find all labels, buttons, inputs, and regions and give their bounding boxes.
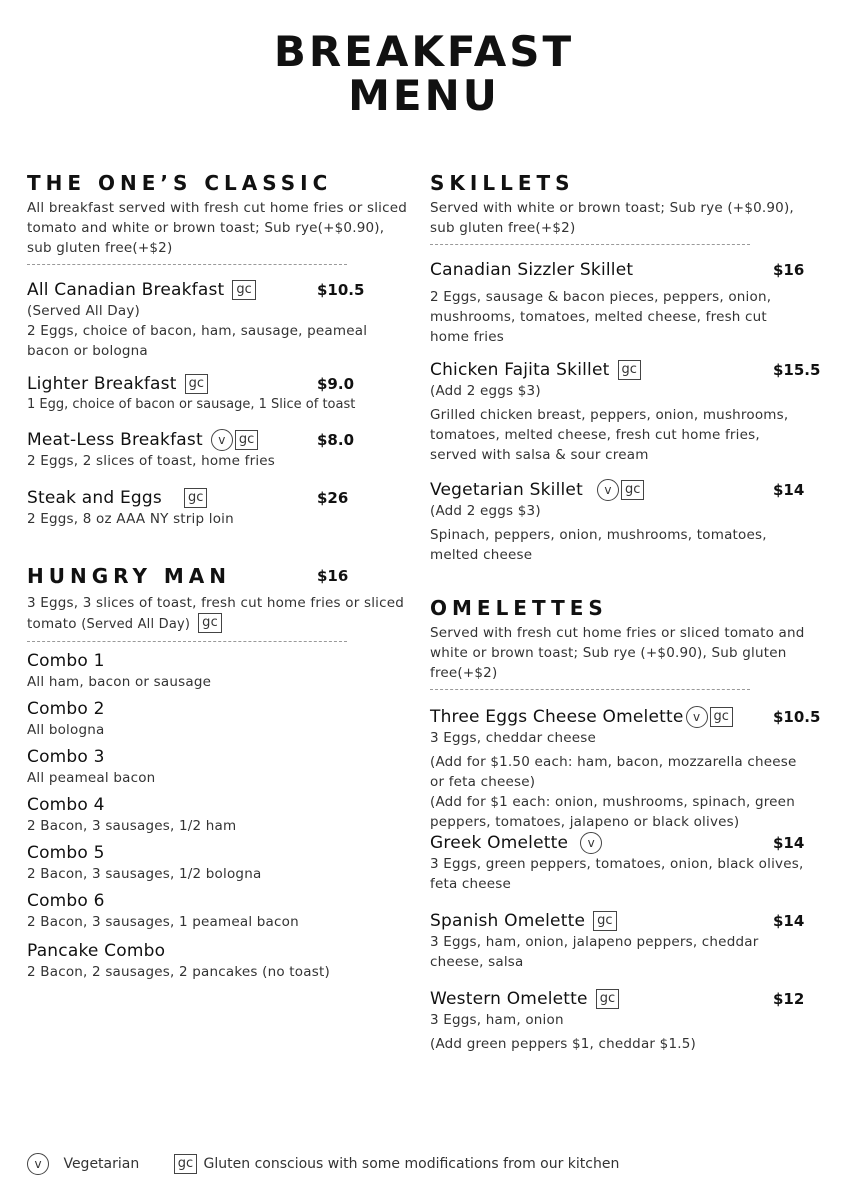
combo-name: Combo 4 (27, 795, 105, 815)
gluten-conscious-icon: gc (232, 280, 255, 300)
gluten-conscious-icon: gc (174, 1154, 197, 1174)
item-name: Meat-Less Breakfast (27, 430, 203, 450)
item-note: (Add 2 eggs $3) (430, 503, 541, 519)
skillets-description: Served with white or brown toast; Sub rye (+$0.90), sub gluten free(+$2) (430, 200, 794, 236)
skillets-section (430, 170, 821, 565)
item-name: Spanish Omelette (430, 911, 586, 931)
item-name: Three Eggs Cheese Omelette (430, 707, 684, 727)
combo-item (27, 698, 407, 740)
classic-heading: THE ONE’S CLASSIC (27, 171, 333, 195)
item-name: Chicken Fajita Skillet (430, 360, 610, 380)
item-description: 2 Eggs, choice of bacon, ham, sausage, peameal bacon or bologna (27, 323, 368, 359)
item-price: $26 (317, 489, 349, 507)
divider (27, 264, 347, 265)
combo-description: All bologna (27, 722, 105, 738)
item-price: $10.5 (317, 281, 365, 299)
classic-section (27, 170, 407, 529)
gluten-conscious-icon: gc (185, 374, 208, 394)
combo-description: 2 Bacon, 2 sausages, 2 pancakes (no toast) (27, 964, 330, 980)
gluten-conscious-icon: gc (593, 911, 616, 931)
item-note: (Add green peppers $1, cheddar $1.5) (430, 1036, 696, 1052)
gluten-conscious-icon: gc (596, 989, 619, 1009)
divider (27, 641, 347, 642)
item-name: Western Omelette (430, 989, 588, 1009)
right-column (430, 170, 821, 1054)
combo-name: Combo 2 (27, 699, 105, 719)
combo-description: All ham, bacon or sausage (27, 674, 212, 690)
combo-item (27, 746, 407, 788)
item-addon: (Add for $1.50 each: ham, bacon, mozzarella cheese or feta cheese) (430, 754, 797, 790)
combo-list (27, 650, 407, 982)
menu-item (27, 487, 407, 529)
hungry-man-price: $16 (317, 567, 349, 585)
item-price: $9.0 (317, 375, 355, 393)
item-price: $10.5 (773, 708, 821, 726)
item-price: $14 (773, 481, 805, 499)
menu-item (430, 988, 810, 1054)
menu-item (430, 479, 810, 565)
item-description: Grilled chicken breast, peppers, onion, mushrooms, tomatoes, melted cheese, fresh cut home fries, served with salsa & sour cream (430, 407, 789, 463)
skillets-heading: SKILLETS (430, 171, 575, 195)
divider (430, 689, 750, 690)
item-name: Vegetarian Skillet (430, 480, 583, 500)
menu-title (0, 27, 848, 120)
menu-item (430, 910, 810, 972)
title-line-2: MENU (348, 71, 500, 120)
combo-item (27, 890, 407, 932)
gluten-conscious-icon: gc (198, 613, 222, 633)
combo-item (27, 794, 407, 836)
menu-item (27, 429, 407, 471)
item-description: 1 Egg, choice of bacon or sausage, 1 Slice of toast (27, 397, 356, 412)
item-description: 3 Eggs, cheddar cheese (430, 730, 597, 746)
vegetarian-icon: v (686, 706, 708, 728)
menu-item (27, 279, 407, 361)
title-line-1: BREAKFAST (273, 27, 575, 76)
menu-item (27, 373, 407, 415)
combo-name: Combo 1 (27, 651, 105, 671)
item-price: $8.0 (317, 431, 355, 449)
item-price: $12 (773, 990, 805, 1008)
item-addon: (Add for $1 each: onion, mushrooms, spinach, green peppers, tomatoes, jalapeno or black olives) (430, 794, 795, 830)
legend-vegetarian-label: Vegetarian (63, 1156, 140, 1172)
combo-description: 2 Bacon, 3 sausages, 1/2 bologna (27, 866, 262, 882)
menu-item (430, 259, 810, 347)
vegetarian-icon: v (211, 429, 233, 451)
gluten-conscious-icon: gc (618, 360, 641, 380)
item-note: (Served All Day) (27, 303, 140, 319)
classic-description: All breakfast served with fresh cut home fries or sliced tomato and white or brown toast; Sub rye(+$0.90), sub gluten free(+$2) (27, 200, 408, 256)
item-name: Greek Omelette (430, 833, 569, 853)
item-price: $14 (773, 834, 805, 852)
divider (430, 244, 750, 245)
item-price: $14 (773, 912, 805, 930)
combo-item (27, 650, 407, 692)
hungry-man-section (27, 563, 407, 982)
item-name: Canadian Sizzler Skillet (430, 260, 634, 280)
combo-name: Combo 6 (27, 891, 105, 911)
combo-item (27, 842, 407, 884)
combo-name: Combo 3 (27, 747, 105, 767)
legend-gluten-label: Gluten conscious with some modifications from our kitchen (203, 1156, 620, 1172)
item-description: 3 Eggs, ham, onion, jalapeno peppers, cheddar cheese, salsa (430, 934, 759, 970)
combo-item (27, 940, 407, 982)
gluten-conscious-icon: gc (184, 488, 207, 508)
item-description: Spinach, peppers, onion, mushrooms, tomatoes, melted cheese (430, 527, 767, 563)
gluten-conscious-icon: gc (621, 480, 644, 500)
hungry-man-description (27, 593, 407, 635)
item-price: $15.5 (773, 361, 821, 379)
combo-name: Combo 5 (27, 843, 105, 863)
item-description: 2 Eggs, 2 slices of toast, home fries (27, 453, 276, 469)
hungry-man-desc-text: 3 Eggs, 3 slices of toast, fresh cut home fries or sliced tomato (27, 595, 405, 632)
combo-description: 2 Bacon, 3 sausages, 1/2 ham (27, 818, 237, 834)
item-name: Steak and Eggs (27, 488, 162, 508)
combo-name: Pancake Combo (27, 941, 166, 961)
hungry-man-note: (Served All Day) (81, 617, 191, 632)
hungry-man-heading: HUNGRY MAN (27, 564, 232, 588)
combo-description: All peameal bacon (27, 770, 156, 786)
item-name: Lighter Breakfast (27, 374, 177, 394)
item-description: 3 Eggs, green peppers, tomatoes, onion, black olives, feta cheese (430, 856, 804, 892)
vegetarian-icon: v (597, 479, 619, 501)
item-price: $16 (773, 261, 805, 279)
item-description: 2 Eggs, sausage & bacon pieces, peppers, onion, mushrooms, tomatoes, melted cheese, fresh cut home fries (430, 289, 772, 345)
omelettes-description: Served with fresh cut home fries or sliced tomato and white or brown toast; Sub rye (+$0.90), Sub gluten free(+$2) (430, 625, 805, 681)
gluten-conscious-icon: gc (710, 707, 733, 727)
menu-item (430, 359, 821, 465)
item-name: All Canadian Breakfast (27, 280, 225, 300)
menu-item (430, 832, 810, 894)
omelettes-section (430, 595, 821, 1054)
left-column (27, 170, 407, 982)
menu-item (430, 706, 821, 832)
gluten-conscious-icon: gc (235, 430, 258, 450)
omelettes-heading: OMELETTES (430, 596, 608, 620)
vegetarian-icon: v (580, 832, 602, 854)
combo-description: 2 Bacon, 3 sausages, 1 peameal bacon (27, 914, 299, 930)
item-description: 3 Eggs, ham, onion (430, 1012, 564, 1028)
vegetarian-icon: v (27, 1153, 49, 1175)
item-note: (Add 2 eggs $3) (430, 383, 541, 399)
legend (27, 1153, 619, 1175)
item-description: 2 Eggs, 8 oz AAA NY strip loin (27, 511, 234, 527)
